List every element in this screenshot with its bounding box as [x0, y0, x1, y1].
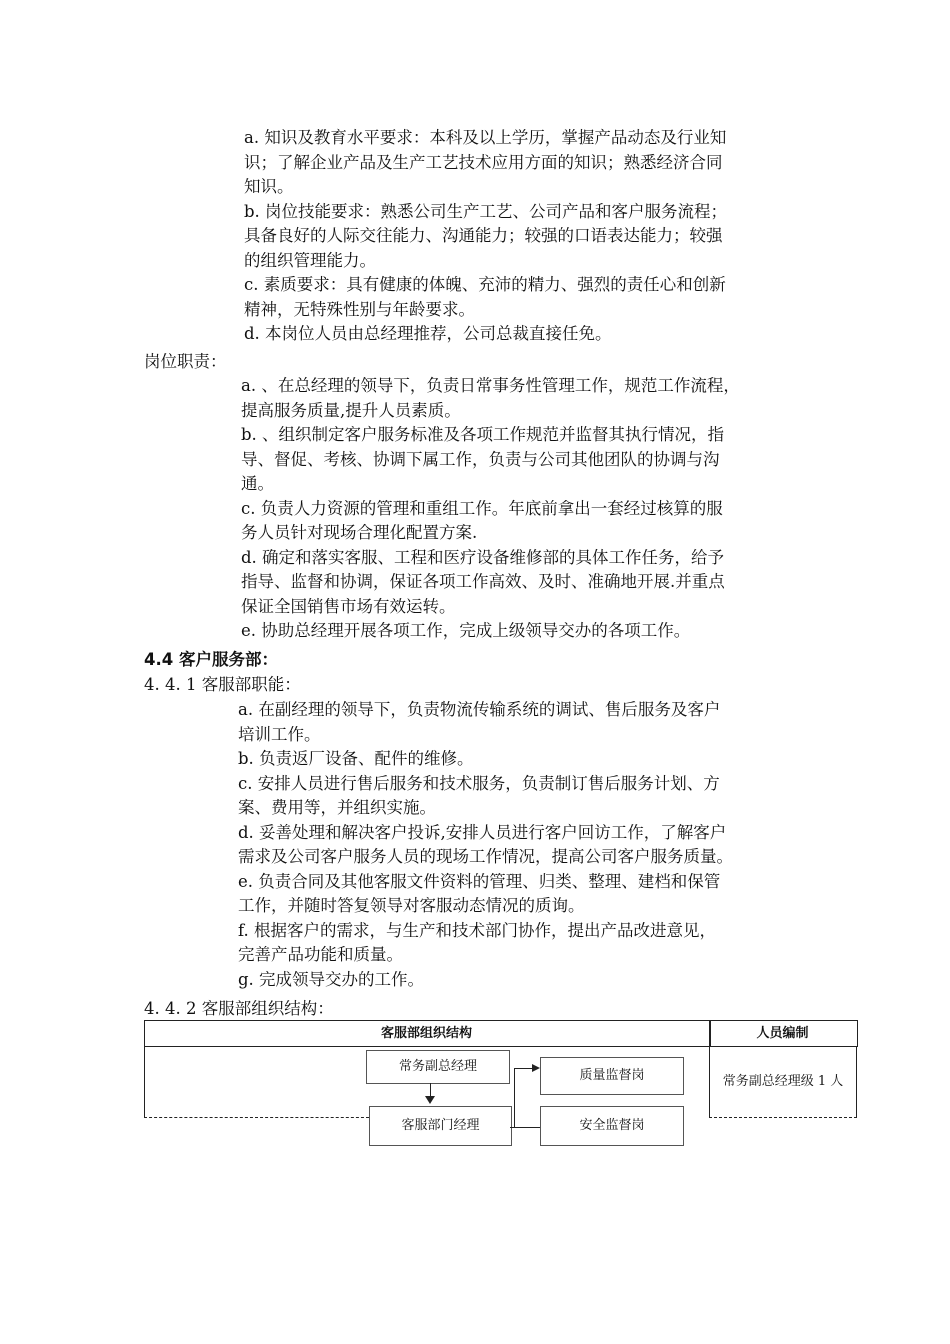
- connector-vertical-right: [514, 1068, 515, 1128]
- function-line: a. 在副经理的领导下，负责物流传输系统的调试、售后服务及客户: [238, 700, 721, 719]
- function-line: b. 负责返厂设备、配件的维修。: [238, 749, 474, 768]
- duties-heading: 岗位职责：: [144, 352, 227, 371]
- deputy-gm-box: 常务副总经理: [366, 1050, 510, 1084]
- right-border: [856, 1046, 857, 1118]
- function-line: d. 妥善处理和解决客户投诉,安排人员进行客户回访工作，了解客户: [238, 822, 727, 842]
- duty-line: 指导、监督和协调，保证各项工作高效、及时、准确地开展.并重点: [241, 572, 725, 591]
- subsection-functions-title: 4. 4. 1 客服部职能：: [144, 675, 301, 694]
- function-line: 完善产品功能和质量。: [238, 945, 403, 964]
- function-line: 培训工作。: [238, 724, 321, 744]
- dashed-divider-right: [709, 1117, 857, 1118]
- cs-manager-box: 客服部门经理: [369, 1106, 512, 1146]
- subsection-org-title: 4. 4. 2 客服部组织结构：: [144, 999, 334, 1018]
- duty-line: e. 协助总经理开展各项工作，完成上级领导交办的各项工作。: [241, 621, 691, 640]
- requirement-line: c. 素质要求：具有健康的体魄、充沛的精力、强烈的责任心和创新: [244, 275, 726, 294]
- org-chart: [144, 1020, 858, 1133]
- duty-line: 提高服务质量,提升人员素质。: [241, 400, 461, 420]
- function-line: g. 完成领导交办的工作。: [238, 969, 425, 989]
- staffing-title: 人员编制: [756, 1025, 809, 1040]
- staffing-text: 常务副总经理级 1 人: [722, 1074, 844, 1089]
- duty-line: 保证全国销售市场有效运转。: [241, 596, 456, 616]
- requirement-line: b. 岗位技能要求：熟悉公司生产工艺、公司产品和客户服务流程；: [244, 201, 728, 221]
- duty-line: a. 、在总经理的领导下，负责日常事务性管理工作，规范工作流程，: [241, 376, 740, 395]
- requirement-line: 具备良好的人际交往能力、沟通能力；较强的口语表达能力；较强: [244, 226, 723, 245]
- duty-line: 务人员针对现场合理化配置方案.: [241, 523, 478, 542]
- requirement-line: 知识。: [244, 177, 294, 196]
- requirement-line: 的组织管理能力。: [244, 250, 376, 270]
- connector-from-manager: [510, 1127, 540, 1128]
- requirement-line: 识；了解企业产品及生产工艺技术应用方面的知识；熟悉经济合同: [244, 152, 723, 172]
- function-line: 工作，并随时答复领导对客服动态情况的质询。: [238, 896, 585, 915]
- functions-block: [238, 698, 733, 992]
- dashed-divider-left: [144, 1117, 369, 1118]
- arrow-right-icon: [532, 1064, 540, 1072]
- duty-line: 通。: [241, 474, 274, 493]
- function-line: c. 安排人员进行售后服务和技术服务，负责制订售后服务计划、方: [238, 773, 720, 793]
- safety-supervisor-box: 安全监督岗: [540, 1106, 684, 1146]
- quality-supervisor-box: 质量监督岗: [540, 1057, 684, 1095]
- requirement-line: 精神，无特殊性别与年龄要求。: [244, 299, 475, 319]
- duty-line: d. 确定和落实客服、工程和医疗设备维修部的具体工作任务，给予: [241, 547, 725, 567]
- duties-block: [241, 374, 740, 644]
- section-title: 4.4 客户服务部：: [144, 650, 278, 669]
- duty-line: c. 负责人力资源的管理和重组工作。年底前拿出一套经过核算的服: [241, 498, 723, 518]
- function-line: 需求及公司客户服务人员的现场工作情况，提高公司客户服务质量。: [238, 847, 733, 866]
- duty-line: b. 、组织制定客户服务标准及各项工作规范并监督其执行情况，指: [241, 425, 725, 444]
- requirement-line: d. 本岗位人员由总经理推荐，公司总裁直接任免。: [244, 324, 612, 343]
- requirements-block: [244, 126, 727, 347]
- function-line: e. 负责合同及其他客服文件资料的管理、归类、整理、建档和保管: [238, 871, 721, 891]
- org-chart-title: 客服部组织结构: [380, 1025, 472, 1040]
- duty-line: 导、督促、考核、协调下属工作，负责与公司其他团队的协调与沟: [241, 449, 720, 469]
- arrow-down-icon: [425, 1096, 435, 1104]
- function-line: f. 根据客户的需求，与生产和技术部门协作，提出产品改进意见，: [238, 920, 717, 940]
- left-border: [144, 1046, 145, 1118]
- function-line: 案、费用等，并组织实施。: [238, 798, 436, 817]
- connector-to-quality: [514, 1068, 534, 1069]
- requirement-line: a. 知识及教育水平要求：本科及以上学历，掌握产品动态及行业知: [244, 128, 727, 147]
